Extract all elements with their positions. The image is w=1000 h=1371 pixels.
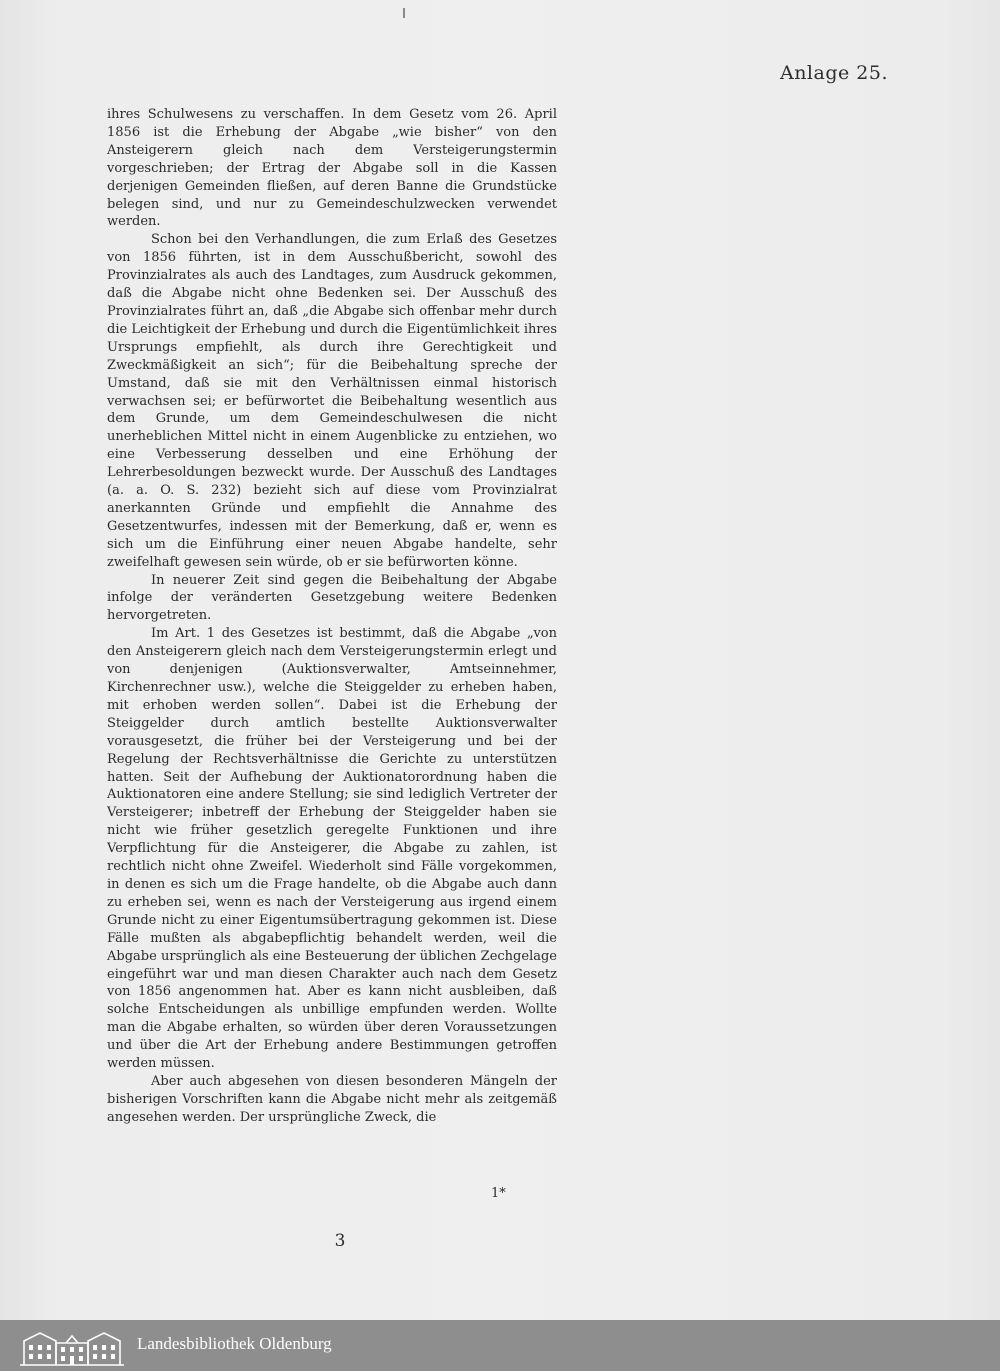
footer-bar: [0, 1320, 1000, 1371]
sheet-signature: 1*: [491, 1186, 506, 1201]
page-number: 3: [334, 1231, 346, 1251]
body-text: [107, 106, 557, 1196]
paragraph: ihres Schulwesens zu verschaffen. In dem Gesetz vom 26. April 1856 ist die Erhebung der Abgabe „wie bisher“ von den Ansteigerern gleich nach dem Versteigerungstermin vorgeschrieben; der Ertrag der Abgabe soll in die Kassen derjenigen Gemeinden fließen, auf deren Banne die Grundstücke belegen sind, und nur zu Gemeindeschulzwecken verwendet werden.: [107, 107, 557, 230]
paragraph: Aber auch abgesehen von diesen besonderen Mängeln der bisherigen Vorschriften kann die Abgabe nicht mehr als zeitgemäß angesehen werden. Der ursprüngliche Zweck, die: [107, 1073, 557, 1125]
appendix-label: Anlage 25.: [779, 62, 888, 84]
library-name[interactable]: Landesbibliothek Oldenburg: [137, 1334, 332, 1353]
scan-mark: [403, 8, 405, 18]
paragraph: In neuerer Zeit sind gegen die Beibehaltung der Abgabe infolge der veränderten Gesetzgebung weitere Bedenken hervorgetreten.: [107, 572, 557, 624]
library-building-icon: [18, 1325, 126, 1371]
paragraph: Im Art. 1 des Gesetzes ist bestimmt, daß die Abgabe „von den Ansteigerern gleich nach dem Versteigerungstermin erlegt und von denjenigen (Auktionsverwalter, Amtseinnehmer, Kirchenrechner usw.), welche die Steiggelder zu erheben haben, mit erhoben werden sollen“. Dabei ist die Erhebung der Steiggelder durch amtlich bestellte Auktionsverwalter vorausgesetzt, die früher bei der Versteigerung und bei der Regelung der Rechtsverhältnisse die Gerichte zu unterstützen hatten. Seit der Aufhebung der Auktionatorordnung haben die Auktionatoren eine andere Stellung; sie sind lediglich Vertreter der Versteigerer; inbetreff der Erhebung der Steiggelder haben sie nicht wie früher gesetzlich geregelte Funktionen und ihre Verpflichtung für die Ansteigerer, die Abgabe zu zahlen, ist rechtlich nicht ohne Zweifel. Wiederholt sind Fälle vorgekommen, in denen es sich um die Frage handelte, ob die Abgabe auch dann zu erheben sei, wenn es nach der Versteigerung aus irgend einem Grunde nicht zu einer Eigentumsübertragung gekommen ist. Diese Fälle mußten als abgabepflichtig behandelt werden, weil die Abgabe ursprünglich als eine Besteuerung der üblichen Zechgelage eingeführt war und man diesen Charakter auch nach dem Gesetz von 1856 angenommen hat. Aber es kann nicht ausbleiben, daß solche Entscheidungen als unbillige empfunden werden. Wollte man die Abgabe erhalten, so würden über deren Voraussetzungen und über die Art der Erhebung andere Bestimmungen getroffen werden müssen.: [107, 626, 557, 1072]
paragraph: Schon bei den Verhandlungen, die zum Erlaß des Gesetzes von 1856 führten, ist in dem Ausschußbericht, sowohl des Provinzialrates als auch des Landtages, zum Ausdruck gekommen, daß die Abgabe nicht ohne Bedenken sei. Der Ausschuß des Provinzialrates führt an, daß „die Abgabe sich offenbar mehr durch die Leichtigkeit der Erhebung und durch die Eigentümlichkeit ihres Ursprungs empfiehlt, als durch ihre Gerechtigkeit und Zweckmäßigkeit an sich“; für die Beibehaltung spreche der Umstand, daß sie mit den Verhältnissen einmal historisch verwachsen sei; er befürwortet die Beibehaltung wesentlich aus dem Grunde, um dem Gemeindeschulwesen die nicht unerheblichen Mittel nicht in einem Augenblicke zu entziehen, wo eine Verbesserung desselben und eine Erhöhung der Lehrerbesoldungen bezweckt wurde. Der Ausschuß des Landtages (a. a. O. S. 232) bezieht sich auf diese vom Provinzialrat anerkannten Gründe und empfiehlt die Annahme des Gesetzentwurfes, indessen mit der Bemerkung, daß er, wenn es sich um die Einführung einer neuen Abgabe handelte, sehr zweifelhaft gewesen sein würde, ob er sie befürworten könne.: [107, 232, 557, 570]
